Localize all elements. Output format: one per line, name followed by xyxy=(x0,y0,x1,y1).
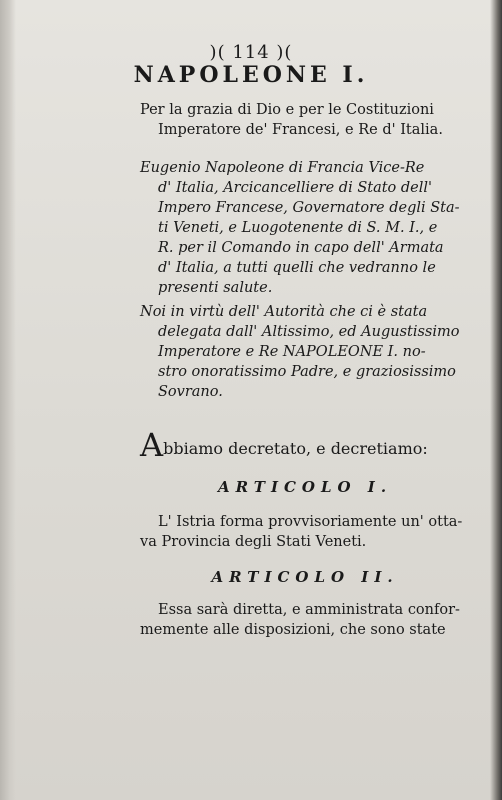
text-line: presenti salute. xyxy=(158,280,273,296)
text-line: delegata dall' Altissimo, ed Augustissimo xyxy=(158,324,460,340)
text-line: ti Veneti, e Luogotenente di S. M. I., e xyxy=(158,220,438,236)
page-title: NAPOLEONE I. xyxy=(133,62,369,88)
paragraph-invocation xyxy=(140,100,466,140)
article-2-text xyxy=(140,600,466,640)
text-line: Impero Francese, Governatore degli Sta- xyxy=(158,200,460,216)
text-line: Essa sarà diretta, e amministrata confor- xyxy=(158,602,460,618)
text-line: Eugenio Napoleone di Francia Vice-Re xyxy=(140,160,425,176)
decree-opening xyxy=(140,426,460,464)
text-line: va Provincia degli Stati Veneti. xyxy=(140,534,367,550)
text-line: d' Italia, Arcicancelliere di Stato dell' xyxy=(158,180,433,196)
paragraph-viceroy xyxy=(140,158,466,298)
article-2-heading: ARTICOLO II. xyxy=(211,568,399,586)
article-1-text xyxy=(140,512,466,552)
text-line: d' Italia, a tutti quelli che vedranno le xyxy=(158,260,436,276)
text-line: Imperatore e Re NAPOLEONE I. no- xyxy=(158,344,426,360)
paragraph-authority xyxy=(140,302,466,402)
article-1-heading: ARTICOLO I. xyxy=(217,478,393,496)
page-right-edge xyxy=(490,0,502,800)
text-line: stro onoratissimo Padre, e graziosissimo xyxy=(158,364,456,380)
text-line: L' Istria forma provvisoriamente un' otta- xyxy=(158,514,463,530)
page-number: )( 114 )( xyxy=(209,42,293,63)
text-line: Per la grazia di Dio e per le Costituzioni xyxy=(140,102,434,118)
drop-cap: A xyxy=(140,426,164,464)
text-line: memente alle disposizioni, che sono state xyxy=(140,622,446,638)
decree-opening-text: bbiamo decretato, e decretiamo: xyxy=(163,439,428,458)
page-left-edge xyxy=(0,0,16,800)
text-line: Imperatore de' Francesi, e Re d' Italia. xyxy=(158,122,443,138)
text-line: Sovrano. xyxy=(158,384,223,400)
text-line: Noi in virtù dell' Autorità che ci è stata xyxy=(140,304,428,320)
text-line: R. per il Comando in capo dell' Armata xyxy=(158,240,444,256)
